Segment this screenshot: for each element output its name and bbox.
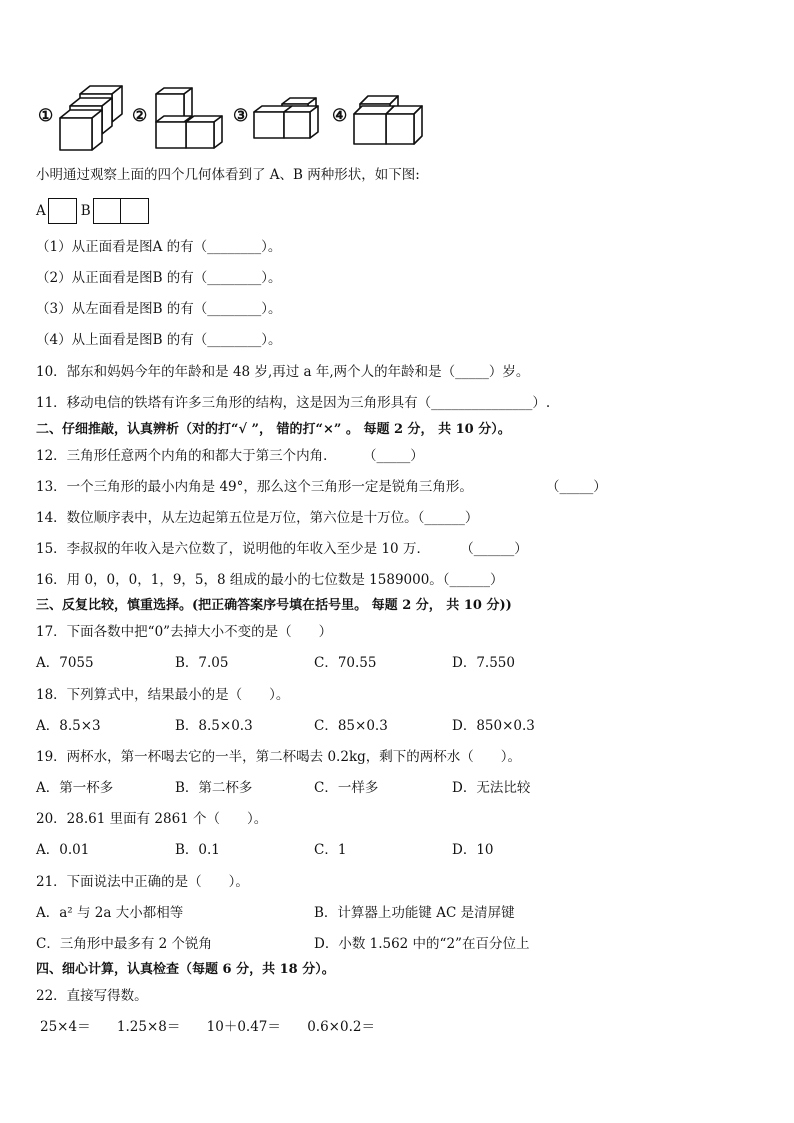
question-10: 10．郜东和妈妈今年的年龄和是 48 岁,再过 a 年,两个人的年龄和是（_____）岁。	[36, 364, 530, 380]
figure-label-4: ④	[332, 106, 348, 126]
question-18: 18．下列算式中，结果最小的是（ ）。	[36, 687, 290, 703]
question-12-text: 12．三角形任意两个内角的和都大于第三个内角．	[36, 448, 337, 464]
q20-option-d: D．10	[452, 842, 494, 858]
subquestion-1: （1）从正面看是图A 的有（________）。	[36, 239, 282, 255]
question-15-blank: （______）	[460, 541, 528, 557]
intro-text: 小明通过观察上面的四个几何体看到了 A、B 两种形状，如下图:	[36, 167, 420, 183]
q17-option-a: A．7055	[36, 655, 94, 671]
q17-option-d: D．7.550	[452, 655, 515, 671]
q18-option-b: B．8.5×0.3	[175, 718, 253, 734]
shape-b-square-2	[120, 198, 149, 224]
question-15	[36, 540, 528, 558]
section-2-heading: 二、仔细推敲，认真辨析（对的打“√ ”， 错的打“×” 。 每题 2 分， 共 10 分）。	[36, 422, 511, 437]
question-22-items	[40, 1018, 397, 1036]
figure-3-cubes	[250, 94, 324, 144]
subquestion-3: （3）从左面看是图B 的有（________）。	[36, 301, 282, 317]
question-17: 17．下面各数中把“0”去掉大小不变的是（ ）	[36, 624, 333, 640]
q20-option-a: A．0.01	[36, 842, 90, 858]
q21-option-d: D．小数 1.562 中的“2”在百分位上	[314, 936, 530, 952]
question-21: 21．下面说法中正确的是（ ）。	[36, 874, 249, 890]
q20-option-c: C．1	[314, 842, 347, 858]
question-13	[36, 478, 606, 496]
figure-1-cubes	[56, 84, 132, 154]
q21-option-b: B．计算器上功能键 AC 是清屏键	[314, 905, 515, 921]
section-4-heading: 四、细心计算，认真检查（每题 6 分，共 18 分）。	[36, 962, 335, 977]
q18-option-d: D．850×0.3	[452, 718, 535, 734]
calc-item-3: 10＋0.47＝	[206, 1019, 281, 1035]
q18-option-a: A．8.5×3	[36, 718, 101, 734]
q19-option-c: C．一样多	[314, 780, 379, 796]
question-11: 11．移动电信的铁塔有许多三角形的结构，这是因为三角形具有（_______________）.	[36, 395, 551, 411]
shape-a-label: A	[36, 203, 46, 219]
q20-option-b: B．0.1	[175, 842, 220, 858]
question-13-text: 13．一个三角形的最小内角是 49°，那么这个三角形一定是锐角三角形。	[36, 479, 473, 495]
figure-label-3: ③	[233, 106, 249, 126]
q19-option-a: A．第一杯多	[36, 780, 114, 796]
calc-item-4: 0.6×0.2＝	[307, 1019, 375, 1035]
q18-option-c: C．85×0.3	[314, 718, 388, 734]
q21-option-c: C．三角形中最多有 2 个锐角	[36, 936, 213, 952]
shape-b-square-1	[93, 198, 122, 224]
q19-option-d: D．无法比较	[452, 780, 531, 796]
question-12	[36, 447, 424, 465]
question-19: 19．两杯水，第一杯喝去它的一半，第二杯喝去 0.2kg，剩下的两杯水（ ）。	[36, 749, 522, 765]
question-12-blank: （_____）	[362, 448, 424, 464]
q17-option-b: B．7.05	[175, 655, 229, 671]
question-22: 22．直接写得数。	[36, 988, 148, 1004]
shape-b-label: B	[80, 203, 91, 219]
q21-option-a: A．a² 与 2a 大小都相等	[36, 905, 184, 921]
subquestion-2: （2）从正面看是图B 的有（________）。	[36, 270, 282, 286]
question-16: 16．用 0，0，0，1，9，5，8 组成的最小的七位数是 1589000。（______）	[36, 572, 504, 588]
subquestion-4: （4）从上面看是图B 的有（________）。	[36, 332, 282, 348]
figure-4-cubes	[350, 92, 426, 150]
calc-item-2: 1.25×8＝	[116, 1019, 181, 1035]
figure-label-1: ①	[38, 106, 54, 126]
question-14: 14．数位顺序表中，从左边起第五位是万位，第六位是十万位。（______）	[36, 510, 479, 526]
question-13-blank: （_____）	[546, 479, 607, 495]
figure-label-2: ②	[132, 106, 148, 126]
calc-item-1: 25×4＝	[40, 1019, 91, 1035]
figure-2-cubes	[150, 84, 230, 154]
q19-option-b: B．第二杯多	[175, 780, 253, 796]
shape-views	[36, 198, 149, 224]
question-15-text: 15．李叔叔的年收入是六位数了，说明他的年收入至少是 10 万．	[36, 541, 430, 557]
shape-a-square	[48, 198, 77, 224]
question-20: 20．28.61 里面有 2861 个（ ）。	[36, 811, 268, 827]
q17-option-c: C．70.55	[314, 655, 377, 671]
section-3-heading: 三、反复比较，慎重选择。(把正确答案序号填在括号里。 每题 2 分， 共 10 分))	[36, 598, 512, 613]
